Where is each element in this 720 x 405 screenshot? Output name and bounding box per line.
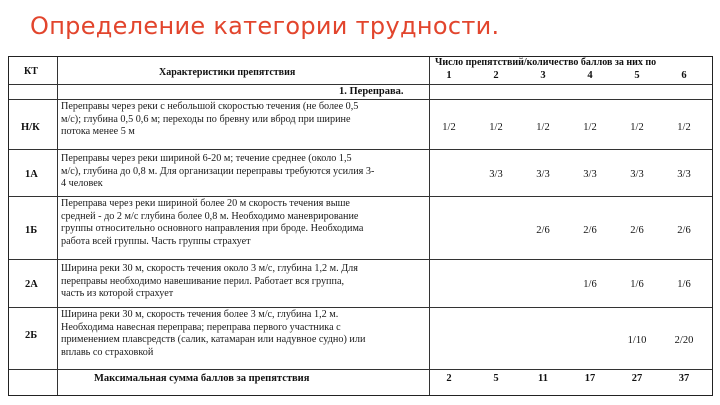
score-cell: 1/6 [583,279,597,290]
score-cell: 3/3 [489,169,503,180]
row-category: 1Б [25,225,38,236]
row-category: 1А [25,169,38,180]
total-cell: 11 [538,373,548,384]
row-divider [9,84,712,85]
row-divider [9,99,712,100]
total-cell: 2 [446,373,452,384]
score-cell: 2/6 [583,225,597,236]
score-cell: 2/6 [630,225,644,236]
row-description: Ширина реки 30 м, скорость течения около 3 м/с, глубина 1,2 м. Для переправы необходимо навешивание перил. Работает вся группа, часть из которой страхует [61,263,358,299]
score-cell: 1/10 [627,335,647,346]
score-cell: 1/2 [630,122,644,133]
count-column-1: 1 [446,70,452,81]
score-cell: 3/3 [677,169,691,180]
row-divider [9,307,712,308]
score-cell: 3/3 [583,169,597,180]
row-divider [9,259,712,260]
score-cell: 3/3 [536,169,550,180]
section-title: 1. Переправа. [339,86,404,97]
slide-title: Определение категории трудности. [30,12,500,40]
row-description: Переправы через реки с небольшой скоростью течения (не более 0,5 м/с); глубина 0,5 0,6 м; переходы по бревну или вброд при ширине потока менее 5 м [61,101,359,137]
total-label: Максимальная сумма баллов за препятствия [94,373,310,384]
score-cell: 1/6 [630,279,644,290]
total-cell: 17 [584,373,596,384]
difficulty-table [8,56,713,396]
count-column-5: 5 [634,70,640,81]
score-cell: 1/6 [677,279,691,290]
row-category: Н/К [21,122,40,133]
total-cell: 37 [678,373,690,384]
score-cell: 1/2 [442,122,456,133]
score-cell: 2/6 [536,225,550,236]
score-cell: 2/20 [674,335,694,346]
total-cell: 5 [493,373,499,384]
row-divider [9,149,712,150]
count-column-2: 2 [493,70,499,81]
row-description: Ширина реки 30 м, скорость течения более 3 м/с, глубина 1,2 м. Необходима навесная переправа; переправа первого участника с применением плавсредств (салик, катамаран или надувное судно) или вплавь со страховкой [61,309,366,358]
score-cell: 1/2 [677,122,691,133]
score-cell: 2/6 [677,225,691,236]
row-category: 2А [25,279,38,290]
count-column-3: 3 [540,70,546,81]
header-count-title: Число препятствий/количество баллов за них по [435,57,657,68]
header-characteristics: Характеристики препятствия [159,67,296,78]
row-divider [9,369,712,370]
row-description: Переправы через реки шириной 6-20 м; течение среднее (около 1,5 м/с), глубина до 0,8 м. Для организации переправы требуются усилия 3- 4 человек [61,153,375,189]
score-cell: 1/2 [583,122,597,133]
count-column-4: 4 [587,70,593,81]
score-cell: 3/3 [630,169,644,180]
column-divider [429,57,430,395]
total-cell: 27 [631,373,643,384]
count-column-6: 6 [681,70,687,81]
row-category: 2Б [25,330,38,341]
header-category: КТ [24,66,38,77]
score-cell: 1/2 [536,122,550,133]
row-divider [9,196,712,197]
row-description: Переправа через реки шириной более 20 м скорость течения выше средней - до 2 м/с глубина более 0,8 м. Необходимо маневрирование группы относительно основного направления при броде. Необходима работа всей группы. Часть группы страхует [61,198,364,247]
score-cell: 1/2 [489,122,503,133]
column-divider [57,57,58,395]
